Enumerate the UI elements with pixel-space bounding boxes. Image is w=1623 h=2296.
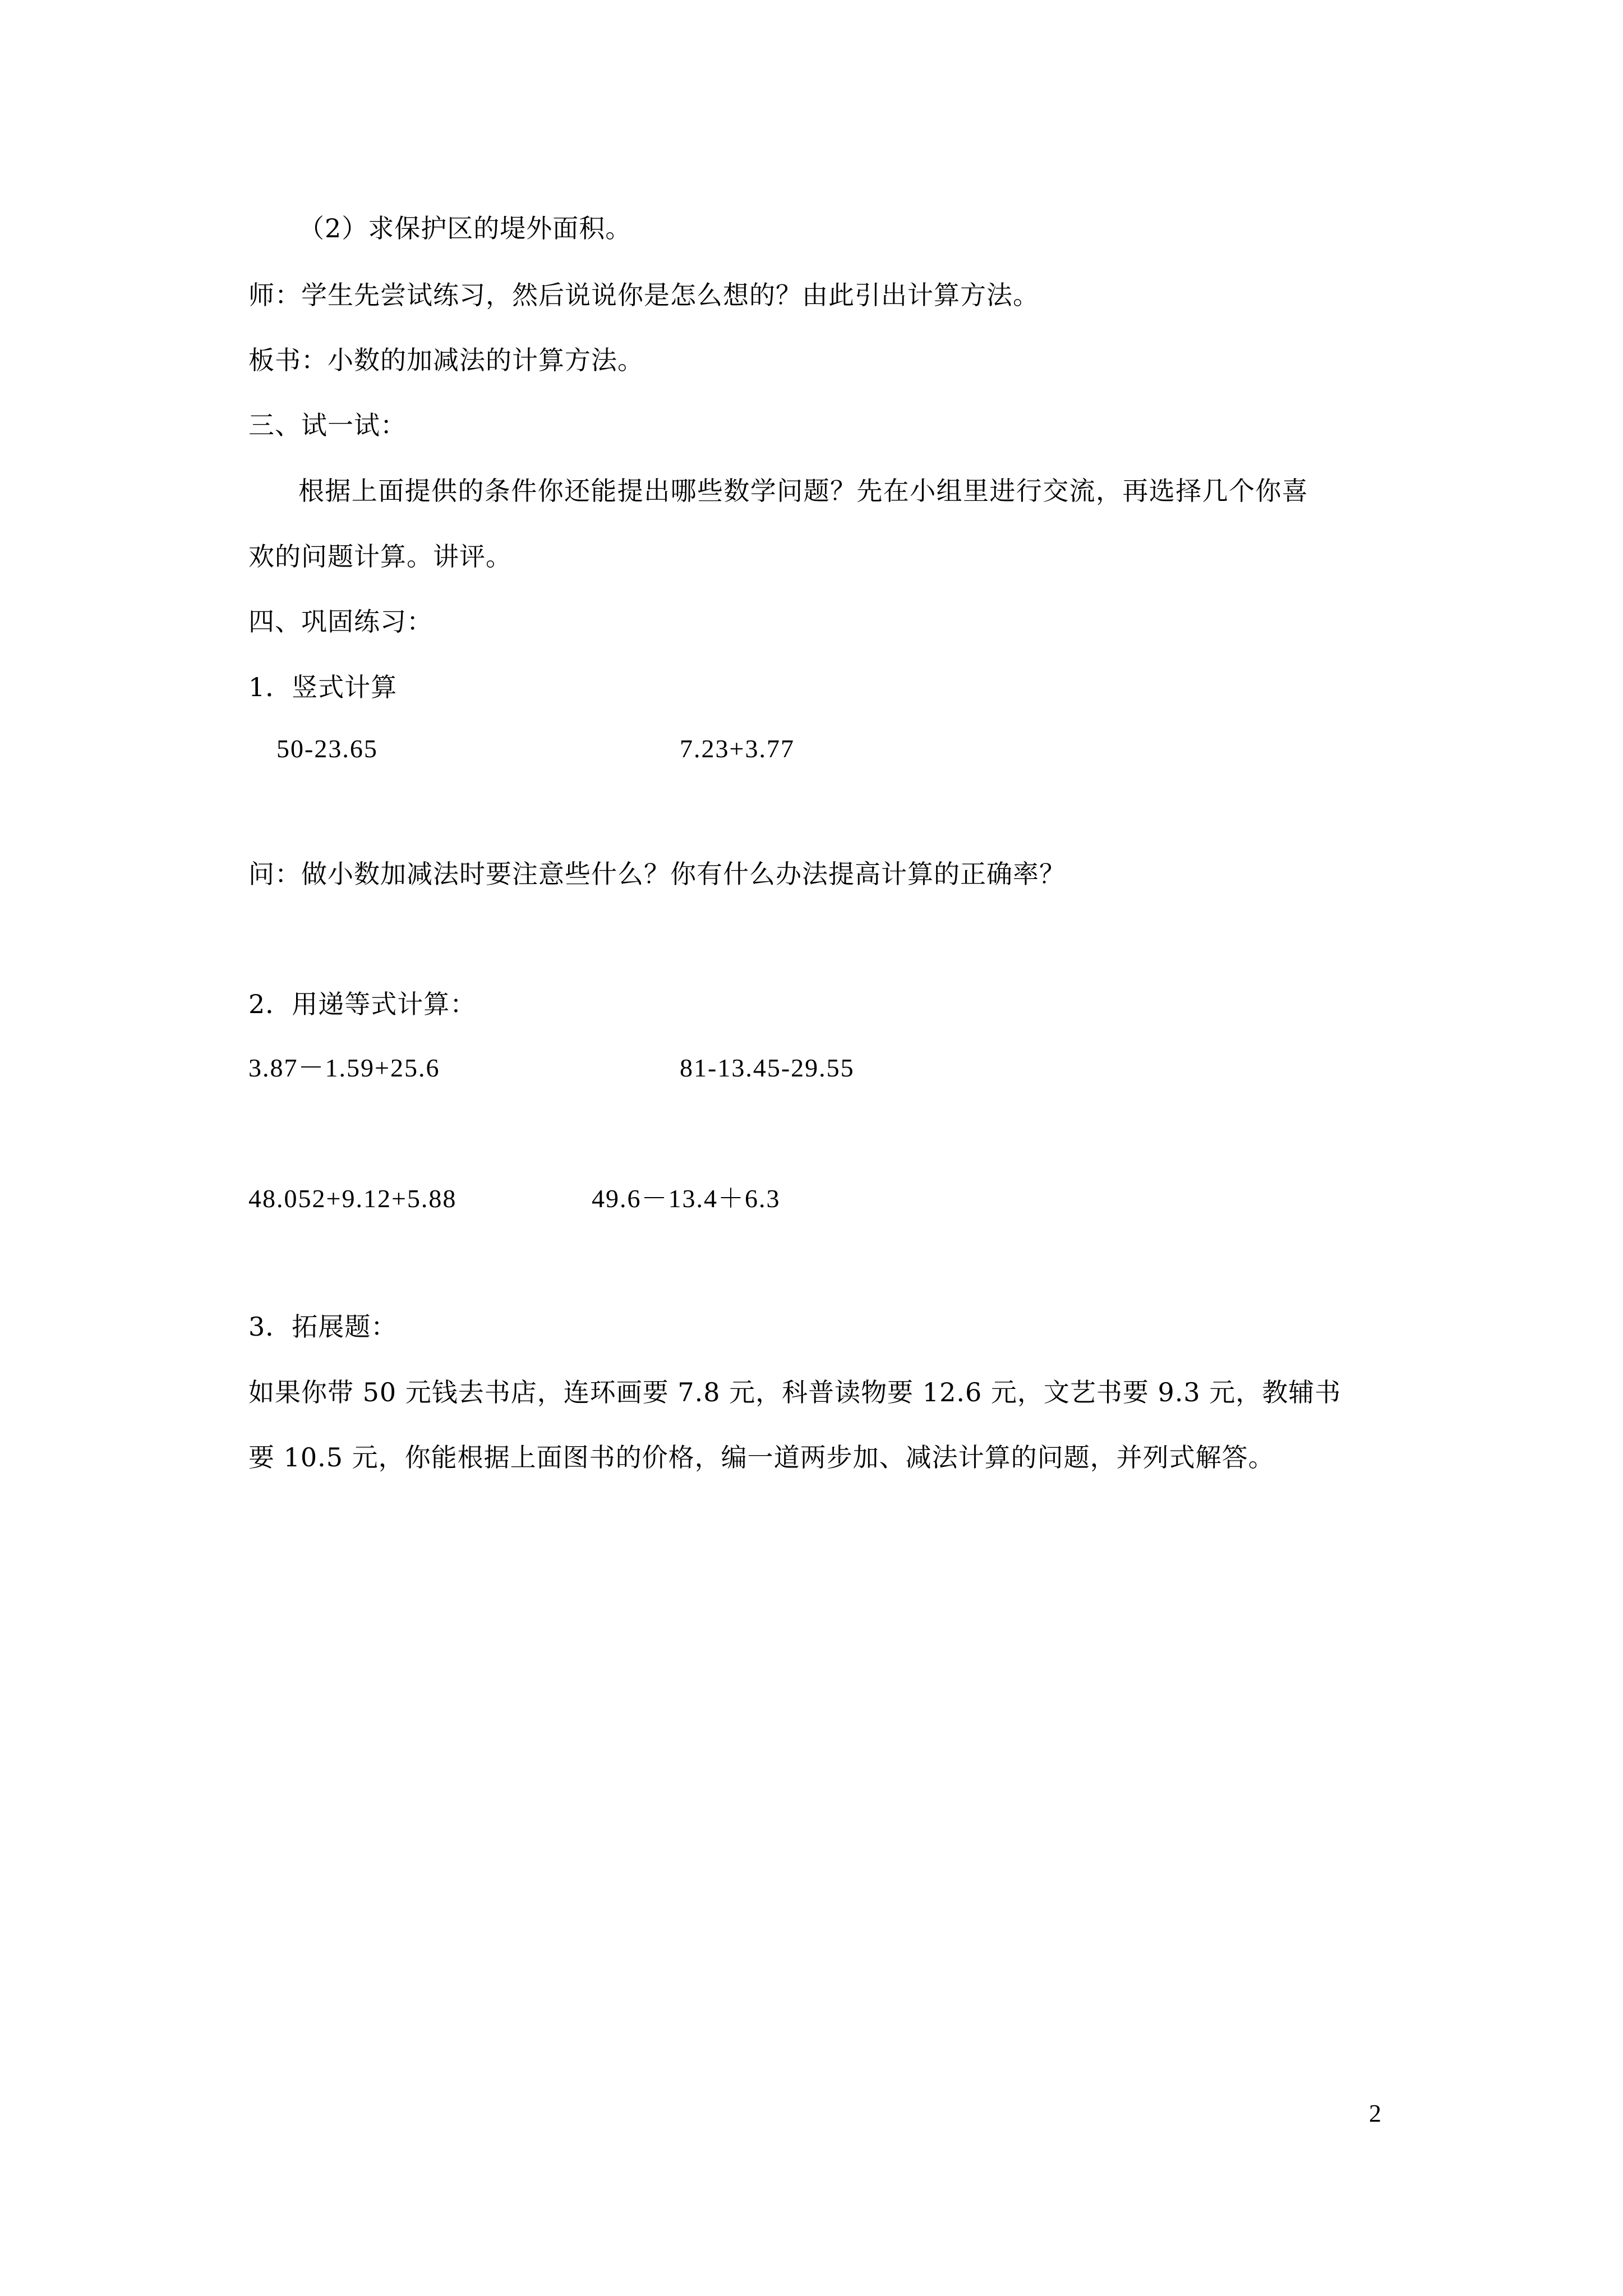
page-number: 2 [1369, 2100, 1381, 2127]
exercise-2-problem-c: 48.052+9.12+5.88 [248, 1184, 457, 1213]
exercise-1-problem-b: 7.23+3.77 [680, 734, 795, 763]
exercise-2-heading: 2．用递等式计算： [248, 989, 477, 1019]
section-3-paragraph-line-1: 根据上面提供的条件你还能提出哪些数学问题？先在小组里进行交流，再选择几个你喜 [298, 476, 1309, 506]
exercise-3-paragraph-line-1: 如果你带 50 元钱去书店，连环画要 7.8 元，科普读物要 12.6 元，文艺书要 9.3 元，教辅书 [248, 1377, 1341, 1407]
exercise-3-heading: 3．拓展题： [248, 1312, 398, 1342]
exercise-2-problem-a: 3.87－1.59+25.6 [248, 1053, 440, 1082]
board-note: 板书：小数的加减法的计算方法。 [248, 345, 644, 375]
section-4-heading: 四、巩固练习： [248, 606, 433, 637]
exercise-2-problem-d: 49.6－13.4＋6.3 [592, 1184, 781, 1213]
exercise-1-problem-a: 50-23.65 [276, 734, 378, 763]
item-2-title: （2）求保护区的堤外面积。 [298, 213, 632, 243]
section-3-heading: 三、试一试： [248, 410, 407, 440]
question-line: 问：做小数加减法时要注意些什么？你有什么办法提高计算的正确率？ [248, 859, 1066, 889]
exercise-2-problem-b: 81-13.45-29.55 [680, 1053, 855, 1082]
exercise-1-heading: 1．竖式计算 [248, 672, 398, 702]
teacher-note: 师：学生先尝试练习，然后说说你是怎么想的？由此引出计算方法。 [248, 280, 1039, 310]
exercise-3-paragraph-line-2: 要 10.5 元，你能根据上面图书的价格，编一道两步加、减法计算的问题，并列式解答。 [248, 1442, 1275, 1473]
section-3-paragraph-line-2: 欢的问题计算。讲评。 [248, 541, 512, 572]
